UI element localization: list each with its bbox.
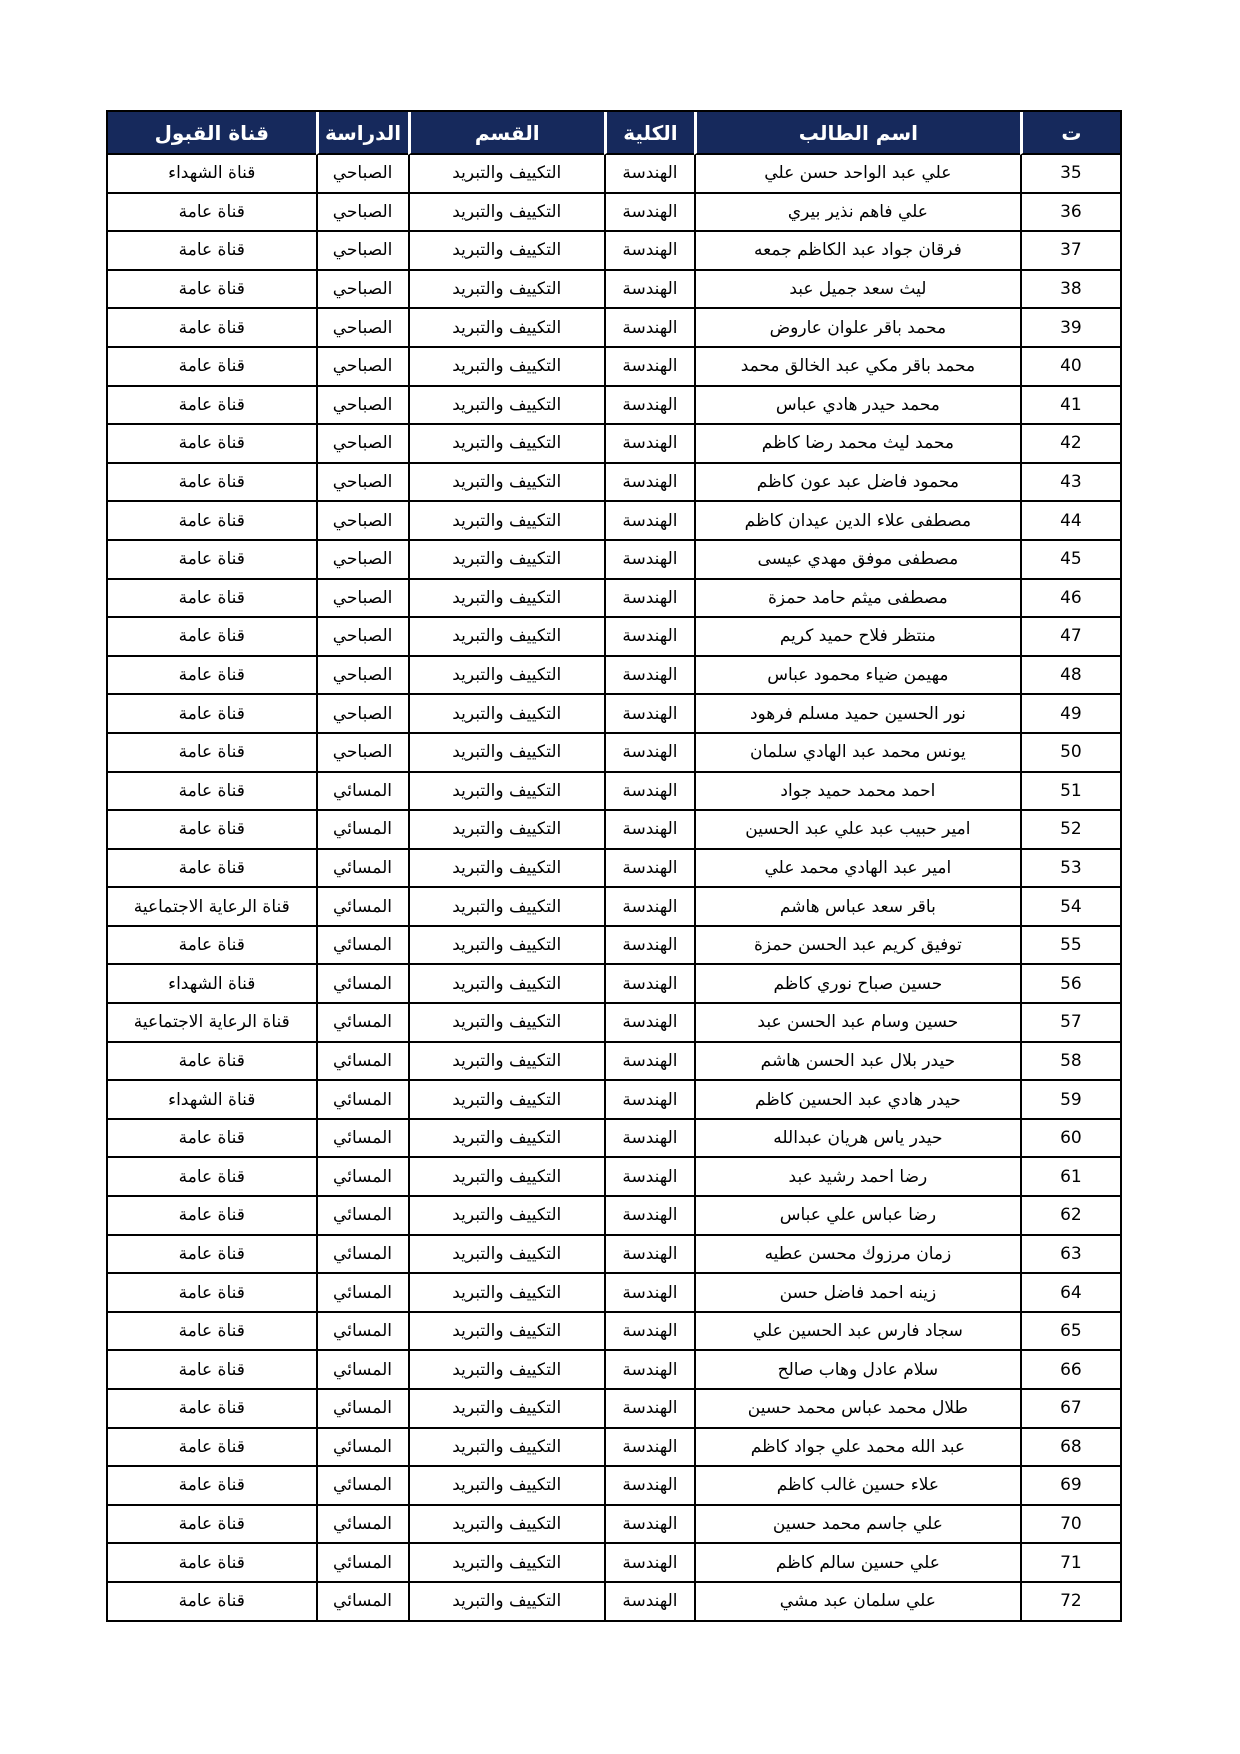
cell-no: 58: [1020, 1043, 1120, 1082]
table-row: [108, 1313, 1120, 1352]
cell-study-type: المسائي: [316, 1313, 408, 1352]
cell-study-type: الصباحي: [316, 387, 408, 426]
cell-college: الهندسة: [604, 927, 694, 966]
cell-study-type: المسائي: [316, 1544, 408, 1583]
cell-study-type: المسائي: [316, 1506, 408, 1545]
cell-college: الهندسة: [604, 387, 694, 426]
cell-department: التكييف والتبريد: [408, 734, 604, 773]
cell-college: الهندسة: [604, 1390, 694, 1429]
cell-no: 55: [1020, 927, 1120, 966]
cell-student-name: محمد باقر مكي عبد الخالق محمد: [694, 348, 1020, 387]
cell-admission-channel: قناة عامة: [108, 464, 316, 503]
students-table: [106, 110, 1122, 1622]
cell-no: 48: [1020, 657, 1120, 696]
cell-no: 66: [1020, 1351, 1120, 1390]
cell-study-type: المسائي: [316, 1197, 408, 1236]
cell-student-name: حيدر هادي عبد الحسين كاظم: [694, 1081, 1020, 1120]
cell-study-type: المسائي: [316, 850, 408, 889]
cell-admission-channel: قناة عامة: [108, 194, 316, 233]
cell-student-name: زمان مرزوك محسن عطيه: [694, 1236, 1020, 1275]
cell-student-name: ليث سعد جميل عبد: [694, 271, 1020, 310]
cell-admission-channel: قناة عامة: [108, 927, 316, 966]
cell-admission-channel: قناة عامة: [108, 1120, 316, 1159]
cell-department: التكييف والتبريد: [408, 618, 604, 657]
cell-department: التكييف والتبريد: [408, 1004, 604, 1043]
table-row: [108, 502, 1120, 541]
cell-no: 43: [1020, 464, 1120, 503]
cell-college: الهندسة: [604, 464, 694, 503]
cell-student-name: علاء حسين غالب كاظم: [694, 1467, 1020, 1506]
cell-admission-channel: قناة عامة: [108, 425, 316, 464]
cell-study-type: الصباحي: [316, 309, 408, 348]
cell-study-type: المسائي: [316, 965, 408, 1004]
cell-no: 37: [1020, 232, 1120, 271]
cell-no: 52: [1020, 811, 1120, 850]
cell-department: التكييف والتبريد: [408, 1081, 604, 1120]
table-row: [108, 927, 1120, 966]
cell-study-type: المسائي: [316, 888, 408, 927]
cell-no: 59: [1020, 1081, 1120, 1120]
cell-student-name: علي عبد الواحد حسن علي: [694, 155, 1020, 194]
table-row: [108, 1583, 1120, 1620]
table-header-row: [108, 112, 1120, 155]
cell-department: التكييف والتبريد: [408, 695, 604, 734]
table-row: [108, 1197, 1120, 1236]
cell-college: الهندسة: [604, 1043, 694, 1082]
table-row: [108, 1081, 1120, 1120]
cell-student-name: محمد حيدر هادي عباس: [694, 387, 1020, 426]
cell-no: 51: [1020, 773, 1120, 812]
cell-student-name: رضا عباس علي عباس: [694, 1197, 1020, 1236]
cell-department: التكييف والتبريد: [408, 425, 604, 464]
cell-admission-channel: قناة عامة: [108, 1583, 316, 1620]
cell-college: الهندسة: [604, 773, 694, 812]
cell-college: الهندسة: [604, 155, 694, 194]
cell-student-name: امير عبد الهادي محمد علي: [694, 850, 1020, 889]
cell-college: الهندسة: [604, 194, 694, 233]
table-row: [108, 965, 1120, 1004]
cell-no: 63: [1020, 1236, 1120, 1275]
cell-admission-channel: قناة عامة: [108, 695, 316, 734]
cell-department: التكييف والتبريد: [408, 387, 604, 426]
cell-department: التكييف والتبريد: [408, 155, 604, 194]
cell-admission-channel: قناة عامة: [108, 1506, 316, 1545]
cell-no: 54: [1020, 888, 1120, 927]
cell-study-type: المسائي: [316, 927, 408, 966]
cell-department: التكييف والتبريد: [408, 927, 604, 966]
cell-study-type: المسائي: [316, 1004, 408, 1043]
cell-no: 45: [1020, 541, 1120, 580]
cell-admission-channel: قناة عامة: [108, 541, 316, 580]
cell-college: الهندسة: [604, 502, 694, 541]
cell-student-name: محمود فاضل عبد عون كاظم: [694, 464, 1020, 503]
cell-admission-channel: قناة عامة: [108, 1158, 316, 1197]
table-row: [108, 155, 1120, 194]
cell-study-type: الصباحي: [316, 734, 408, 773]
cell-college: الهندسة: [604, 1158, 694, 1197]
table-row: [108, 271, 1120, 310]
cell-admission-channel: قناة الرعاية الاجتماعية: [108, 1004, 316, 1043]
cell-college: الهندسة: [604, 734, 694, 773]
cell-college: الهندسة: [604, 1313, 694, 1352]
cell-admission-channel: قناة عامة: [108, 1043, 316, 1082]
table-row: [108, 695, 1120, 734]
cell-admission-channel: قناة الشهداء: [108, 1081, 316, 1120]
cell-study-type: المسائي: [316, 811, 408, 850]
cell-college: الهندسة: [604, 695, 694, 734]
cell-admission-channel: قناة عامة: [108, 580, 316, 619]
cell-college: الهندسة: [604, 1236, 694, 1275]
cell-department: التكييف والتبريد: [408, 773, 604, 812]
cell-college: الهندسة: [604, 888, 694, 927]
cell-student-name: مصطفى موفق مهدي عيسى: [694, 541, 1020, 580]
cell-college: الهندسة: [604, 425, 694, 464]
cell-study-type: الصباحي: [316, 464, 408, 503]
table-body: [108, 155, 1120, 1620]
cell-college: الهندسة: [604, 1467, 694, 1506]
cell-college: الهندسة: [604, 1583, 694, 1620]
cell-admission-channel: قناة عامة: [108, 1274, 316, 1313]
cell-college: الهندسة: [604, 1274, 694, 1313]
cell-no: 64: [1020, 1274, 1120, 1313]
cell-study-type: المسائي: [316, 1081, 408, 1120]
table-row: [108, 888, 1120, 927]
cell-no: 69: [1020, 1467, 1120, 1506]
cell-admission-channel: قناة عامة: [108, 1429, 316, 1468]
cell-department: التكييف والتبريد: [408, 1043, 604, 1082]
cell-study-type: الصباحي: [316, 618, 408, 657]
cell-college: الهندسة: [604, 348, 694, 387]
cell-college: الهندسة: [604, 309, 694, 348]
cell-college: الهندسة: [604, 657, 694, 696]
cell-no: 41: [1020, 387, 1120, 426]
cell-student-name: حيدر ياس هريان عبدالله: [694, 1120, 1020, 1159]
cell-department: التكييف والتبريد: [408, 1236, 604, 1275]
cell-department: التكييف والتبريد: [408, 657, 604, 696]
cell-student-name: توفيق كريم عبد الحسن حمزة: [694, 927, 1020, 966]
cell-no: 68: [1020, 1429, 1120, 1468]
cell-department: التكييف والتبريد: [408, 1429, 604, 1468]
cell-no: 65: [1020, 1313, 1120, 1352]
table-row: [108, 1274, 1120, 1313]
header-cell-admission-channel: قناة القبول: [108, 112, 316, 155]
table-row: [108, 1429, 1120, 1468]
cell-admission-channel: قناة الشهداء: [108, 155, 316, 194]
table-row: [108, 1467, 1120, 1506]
cell-department: التكييف والتبريد: [408, 580, 604, 619]
cell-study-type: المسائي: [316, 1274, 408, 1313]
cell-student-name: طلال محمد عباس محمد حسين: [694, 1390, 1020, 1429]
cell-admission-channel: قناة عامة: [108, 618, 316, 657]
header-cell-student-name: اسم الطالب: [694, 112, 1020, 155]
cell-admission-channel: قناة عامة: [108, 811, 316, 850]
table-row: [108, 1043, 1120, 1082]
cell-college: الهندسة: [604, 1351, 694, 1390]
cell-admission-channel: قناة عامة: [108, 734, 316, 773]
cell-department: التكييف والتبريد: [408, 1544, 604, 1583]
table-row: [108, 1390, 1120, 1429]
table-row: [108, 1120, 1120, 1159]
cell-college: الهندسة: [604, 618, 694, 657]
cell-department: التكييف والتبريد: [408, 194, 604, 233]
cell-college: الهندسة: [604, 811, 694, 850]
table-row: [108, 1544, 1120, 1583]
table-row: [108, 657, 1120, 696]
cell-no: 70: [1020, 1506, 1120, 1545]
cell-study-type: الصباحي: [316, 502, 408, 541]
cell-admission-channel: قناة الشهداء: [108, 965, 316, 1004]
table-row: [108, 773, 1120, 812]
cell-student-name: علي جاسم محمد حسين: [694, 1506, 1020, 1545]
cell-study-type: المسائي: [316, 1351, 408, 1390]
cell-study-type: المسائي: [316, 1390, 408, 1429]
cell-admission-channel: قناة عامة: [108, 1197, 316, 1236]
cell-no: 47: [1020, 618, 1120, 657]
cell-student-name: حيدر بلال عبد الحسن هاشم: [694, 1043, 1020, 1082]
cell-department: التكييف والتبريد: [408, 1197, 604, 1236]
table-row: [108, 464, 1120, 503]
cell-no: 62: [1020, 1197, 1120, 1236]
cell-admission-channel: قناة عامة: [108, 502, 316, 541]
cell-no: 72: [1020, 1583, 1120, 1620]
cell-student-name: سجاد فارس عبد الحسين علي: [694, 1313, 1020, 1352]
cell-college: الهندسة: [604, 541, 694, 580]
cell-department: التكييف والتبريد: [408, 464, 604, 503]
cell-department: التكييف والتبريد: [408, 850, 604, 889]
cell-college: الهندسة: [604, 1429, 694, 1468]
table-row: [108, 309, 1120, 348]
cell-study-type: الصباحي: [316, 425, 408, 464]
cell-no: 35: [1020, 155, 1120, 194]
header-cell-college: الكلية: [604, 112, 694, 155]
cell-student-name: امير حبيب عبد علي عبد الحسين: [694, 811, 1020, 850]
cell-no: 39: [1020, 309, 1120, 348]
cell-department: التكييف والتبريد: [408, 271, 604, 310]
cell-department: التكييف والتبريد: [408, 1313, 604, 1352]
cell-student-name: علي فاهم نذير بيري: [694, 194, 1020, 233]
cell-admission-channel: قناة عامة: [108, 348, 316, 387]
cell-no: 36: [1020, 194, 1120, 233]
cell-student-name: محمد باقر علوان عاروض: [694, 309, 1020, 348]
cell-no: 44: [1020, 502, 1120, 541]
cell-student-name: يونس محمد عبد الهادي سلمان: [694, 734, 1020, 773]
cell-no: 49: [1020, 695, 1120, 734]
cell-study-type: المسائي: [316, 1467, 408, 1506]
cell-college: الهندسة: [604, 1506, 694, 1545]
cell-student-name: زينه احمد فاضل حسن: [694, 1274, 1020, 1313]
cell-department: التكييف والتبريد: [408, 541, 604, 580]
cell-study-type: الصباحي: [316, 657, 408, 696]
table-row: [108, 232, 1120, 271]
cell-no: 50: [1020, 734, 1120, 773]
cell-admission-channel: قناة عامة: [108, 1390, 316, 1429]
cell-study-type: الصباحي: [316, 271, 408, 310]
cell-college: الهندسة: [604, 965, 694, 1004]
cell-no: 60: [1020, 1120, 1120, 1159]
cell-student-name: فرقان جواد عبد الكاظم جمعه: [694, 232, 1020, 271]
cell-no: 38: [1020, 271, 1120, 310]
cell-no: 53: [1020, 850, 1120, 889]
cell-student-name: علي حسين سالم كاظم: [694, 1544, 1020, 1583]
cell-college: الهندسة: [604, 1544, 694, 1583]
cell-admission-channel: قناة الرعاية الاجتماعية: [108, 888, 316, 927]
cell-student-name: سلام عادل وهاب صالح: [694, 1351, 1020, 1390]
cell-study-type: الصباحي: [316, 155, 408, 194]
table-row: [108, 1351, 1120, 1390]
cell-admission-channel: قناة عامة: [108, 232, 316, 271]
cell-student-name: مهيمن ضياء محمود عباس: [694, 657, 1020, 696]
cell-study-type: المسائي: [316, 1043, 408, 1082]
cell-college: الهندسة: [604, 1120, 694, 1159]
cell-study-type: الصباحي: [316, 695, 408, 734]
table-row: [108, 580, 1120, 619]
cell-department: التكييف والتبريد: [408, 309, 604, 348]
cell-student-name: حسين صباح نوري كاظم: [694, 965, 1020, 1004]
cell-admission-channel: قناة عامة: [108, 657, 316, 696]
cell-admission-channel: قناة عامة: [108, 850, 316, 889]
cell-admission-channel: قناة عامة: [108, 773, 316, 812]
cell-department: التكييف والتبريد: [408, 1390, 604, 1429]
header-cell-no: ت: [1020, 112, 1120, 155]
cell-no: 56: [1020, 965, 1120, 1004]
table-row: [108, 1506, 1120, 1545]
cell-department: التكييف والتبريد: [408, 502, 604, 541]
table-row: [108, 734, 1120, 773]
cell-no: 57: [1020, 1004, 1120, 1043]
cell-no: 46: [1020, 580, 1120, 619]
cell-study-type: الصباحي: [316, 194, 408, 233]
cell-student-name: باقر سعد عباس هاشم: [694, 888, 1020, 927]
table-row: [108, 194, 1120, 233]
cell-admission-channel: قناة عامة: [108, 1544, 316, 1583]
cell-department: التكييف والتبريد: [408, 811, 604, 850]
cell-study-type: الصباحي: [316, 541, 408, 580]
cell-study-type: المسائي: [316, 1120, 408, 1159]
cell-no: 67: [1020, 1390, 1120, 1429]
table-row: [108, 1004, 1120, 1043]
table-row: [108, 541, 1120, 580]
cell-department: التكييف والتبريد: [408, 1351, 604, 1390]
cell-department: التكييف والتبريد: [408, 348, 604, 387]
header-cell-study-type: الدراسة: [316, 112, 408, 155]
table-row: [108, 387, 1120, 426]
cell-study-type: المسائي: [316, 1236, 408, 1275]
cell-student-name: علي سلمان عبد مشي: [694, 1583, 1020, 1620]
cell-student-name: نور الحسين حميد مسلم فرهود: [694, 695, 1020, 734]
table-row: [108, 1158, 1120, 1197]
cell-no: 61: [1020, 1158, 1120, 1197]
cell-department: التكييف والتبريد: [408, 1583, 604, 1620]
cell-department: التكييف والتبريد: [408, 1274, 604, 1313]
cell-college: الهندسة: [604, 850, 694, 889]
table-row: [108, 811, 1120, 850]
cell-no: 40: [1020, 348, 1120, 387]
cell-student-name: حسين وسام عبد الحسن عبد: [694, 1004, 1020, 1043]
cell-student-name: مصطفى ميثم حامد حمزة: [694, 580, 1020, 619]
cell-student-name: رضا احمد رشيد عبد: [694, 1158, 1020, 1197]
cell-study-type: المسائي: [316, 1429, 408, 1468]
cell-study-type: الصباحي: [316, 580, 408, 619]
cell-department: التكييف والتبريد: [408, 1467, 604, 1506]
cell-student-name: منتظر فلاح حميد كريم: [694, 618, 1020, 657]
cell-department: التكييف والتبريد: [408, 232, 604, 271]
cell-admission-channel: قناة عامة: [108, 271, 316, 310]
header-cell-department: القسم: [408, 112, 604, 155]
cell-admission-channel: قناة عامة: [108, 1313, 316, 1352]
cell-student-name: مصطفى علاء الدين عيدان كاظم: [694, 502, 1020, 541]
cell-college: الهندسة: [604, 1081, 694, 1120]
cell-admission-channel: قناة عامة: [108, 309, 316, 348]
cell-student-name: محمد ليث محمد رضا كاظم: [694, 425, 1020, 464]
cell-study-type: المسائي: [316, 1583, 408, 1620]
cell-college: الهندسة: [604, 1004, 694, 1043]
cell-study-type: المسائي: [316, 1158, 408, 1197]
cell-department: التكييف والتبريد: [408, 1506, 604, 1545]
table-row: [108, 348, 1120, 387]
cell-college: الهندسة: [604, 1197, 694, 1236]
table-row: [108, 850, 1120, 889]
cell-student-name: عبد الله محمد علي جواد كاظم: [694, 1429, 1020, 1468]
table-row: [108, 618, 1120, 657]
cell-college: الهندسة: [604, 232, 694, 271]
cell-no: 42: [1020, 425, 1120, 464]
cell-admission-channel: قناة عامة: [108, 1351, 316, 1390]
cell-admission-channel: قناة عامة: [108, 1467, 316, 1506]
cell-admission-channel: قناة عامة: [108, 1236, 316, 1275]
table-row: [108, 425, 1120, 464]
cell-study-type: المسائي: [316, 773, 408, 812]
cell-no: 71: [1020, 1544, 1120, 1583]
cell-study-type: الصباحي: [316, 348, 408, 387]
cell-college: الهندسة: [604, 271, 694, 310]
cell-student-name: احمد محمد حميد جواد: [694, 773, 1020, 812]
cell-college: الهندسة: [604, 580, 694, 619]
cell-department: التكييف والتبريد: [408, 1158, 604, 1197]
cell-department: التكييف والتبريد: [408, 965, 604, 1004]
cell-study-type: الصباحي: [316, 232, 408, 271]
cell-department: التكييف والتبريد: [408, 888, 604, 927]
table-row: [108, 1236, 1120, 1275]
cell-admission-channel: قناة عامة: [108, 387, 316, 426]
cell-department: التكييف والتبريد: [408, 1120, 604, 1159]
